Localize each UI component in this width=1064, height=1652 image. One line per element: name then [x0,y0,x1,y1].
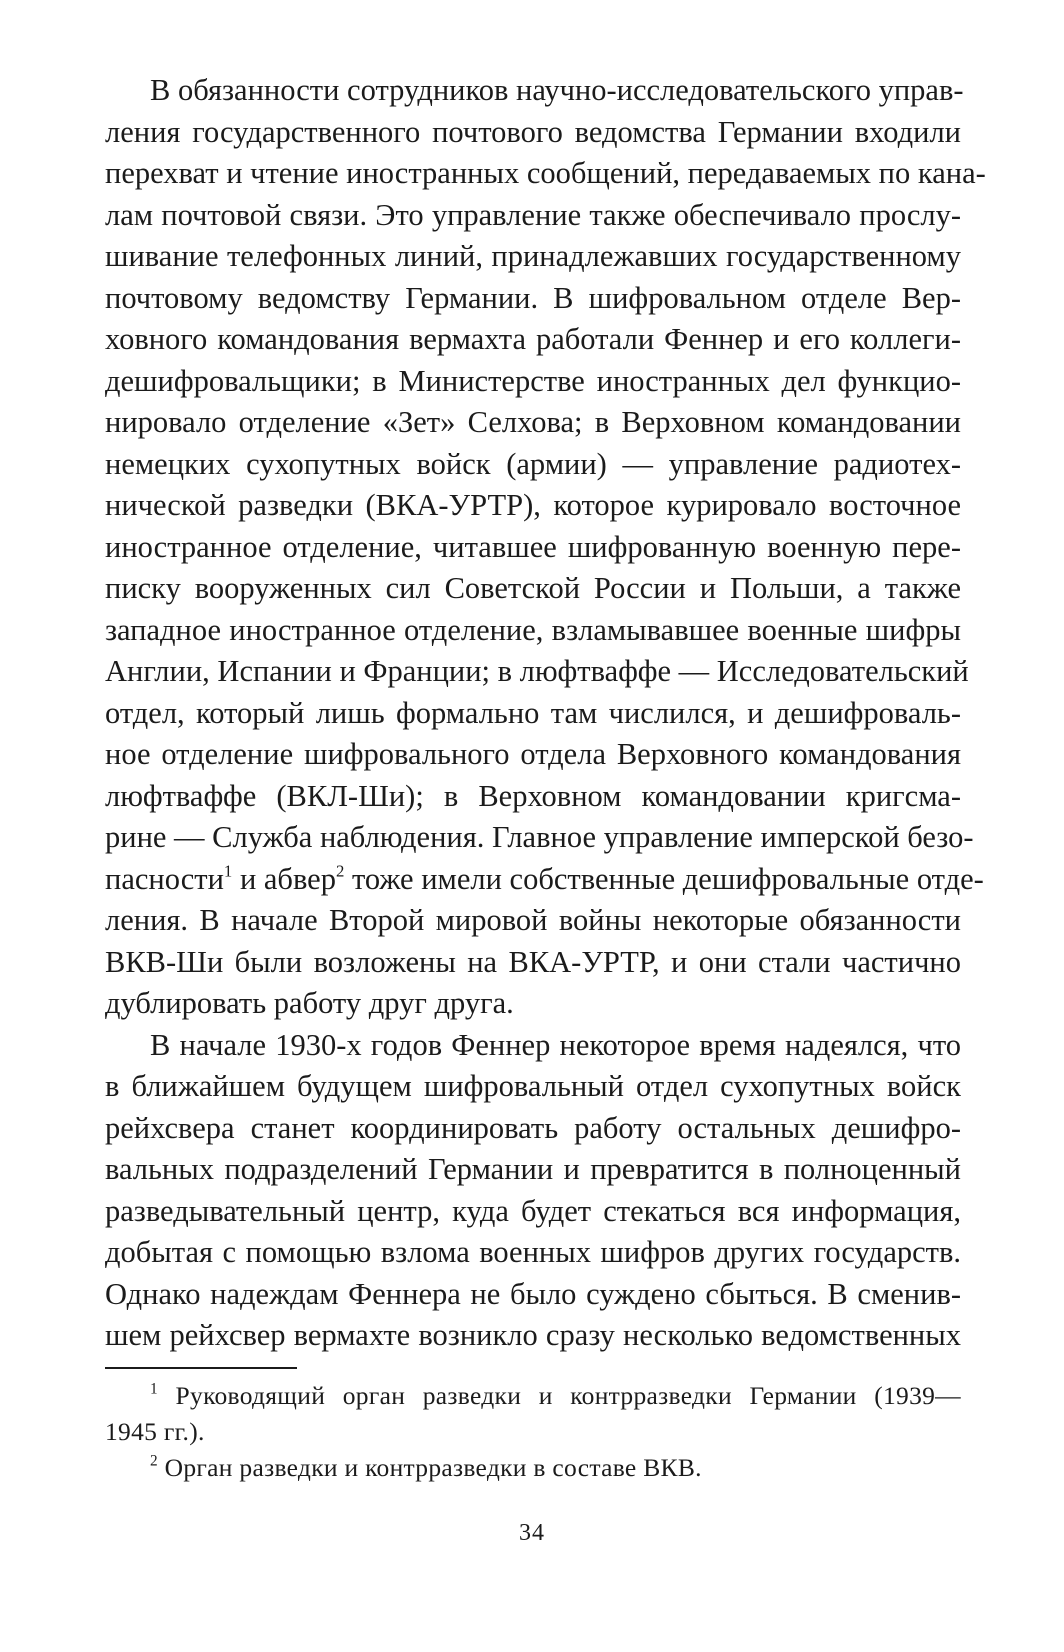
text-line: ВКВ-Ши были возложены на ВКА-УРТР, и они стали частично [105,944,961,979]
text-fragment: тоже имели собственные дешифровальные отде- [344,861,984,896]
text-line: немецких сухопутных войск (армии) — управление радиотех- [105,446,961,481]
text-line: ления. В начале Второй мировой войны некоторые обязанности [105,903,961,937]
footnotes [105,1378,961,1486]
text-line: перехват и чтение иностранных сообщений, передаваемых по кана- [105,156,986,190]
text-line: В начале 1930-х годов Феннер некоторое время надеялся, что [150,1027,961,1062]
text-fragment: и абвер [232,861,336,896]
footnote-1 [105,1378,961,1414]
text-line: люфтваффе (ВКЛ-Ши); в Верховном командовании кригсма- [105,778,961,813]
text-line: рине — Служба наблюдения. Главное управление имперской безо- [105,820,974,854]
text-line: иностранное отделение, читавшее шифрованную военную пере- [105,529,961,564]
page-number: 34 [519,1520,545,1546]
text-line: вальных подразделений Германии и превратится в полноценный [105,1152,961,1186]
text-line: почтовому ведомству Германии. В шифровальном отделе Вер- [105,280,961,315]
body-text [105,70,986,1357]
text-line: добытая с помощью взлома военных шифров других государств. [105,1235,961,1269]
text-line-with-footnote-refs [105,859,984,901]
text-line: дублировать работу друг друга. [105,986,514,1020]
text-line: ления государственного почтового ведомства Германии входили [105,114,961,149]
text-line: в ближайшем будущем шифровальный отдел сухопутных войск [105,1069,961,1103]
text-fragment: пасности [105,861,224,896]
text-line: отдел, который лишь формально там числился, и дешифроваль- [105,695,961,730]
footnote-text: Руководящий орган разведки и контрразведки Германии (1939— [175,1381,961,1410]
text-line: Однако надеждам Феннера не было суждено сбыться. В сменив- [105,1276,961,1311]
footnote-ref-1[interactable]: 1 [223,860,233,880]
text-line: ховного командования вермахта работали Феннер и его коллеги- [105,322,961,356]
text-line: В обязанности сотрудников научно-исследовательского управ- [150,73,964,107]
footnote-ref-2[interactable]: 2 [335,860,345,880]
footnote-marker: 1 [150,1380,158,1398]
text-line: разведывательный центр, куда будет стекаться вся информация, [105,1193,961,1228]
footnote-2 [105,1450,961,1486]
footnote-divider [105,1367,297,1369]
text-line: Англии, Испании и Франции; в люфтваффе — Исследовательский [105,654,969,688]
text-line: нировало отделение «Зет» Селхова; в Верховном командовании [105,405,961,439]
footnote-text: Орган разведки и контрразведки в составе ВКВ. [164,1453,702,1482]
text-line: западное иностранное отделение, взламывавшее военные шифры [105,612,961,647]
text-line: шем рейхсвер вермахте возникло сразу несколько ведомственных [105,1318,961,1352]
text-line: дешифровальщики; в Министерстве иностранных дел функцио- [105,363,961,398]
footnote-marker: 2 [150,1452,158,1470]
footnote-1-continued: 1945 гг.). [105,1417,205,1446]
text-line: ное отделение шифровального отдела Верховного командования [105,737,961,771]
text-line: шивание телефонных линий, принадлежавших государственному [105,239,961,273]
text-line: рейхсвера станет координировать работу остальных дешифро- [105,1110,961,1145]
text-line: писку вооруженных сил Советской России и Польши, а также [105,571,961,605]
text-line: лам почтовой связи. Это управление также обеспечивало прослу- [105,197,961,232]
text-line: нической разведки (ВКА-УРТР), которое курировало восточное [105,488,961,522]
